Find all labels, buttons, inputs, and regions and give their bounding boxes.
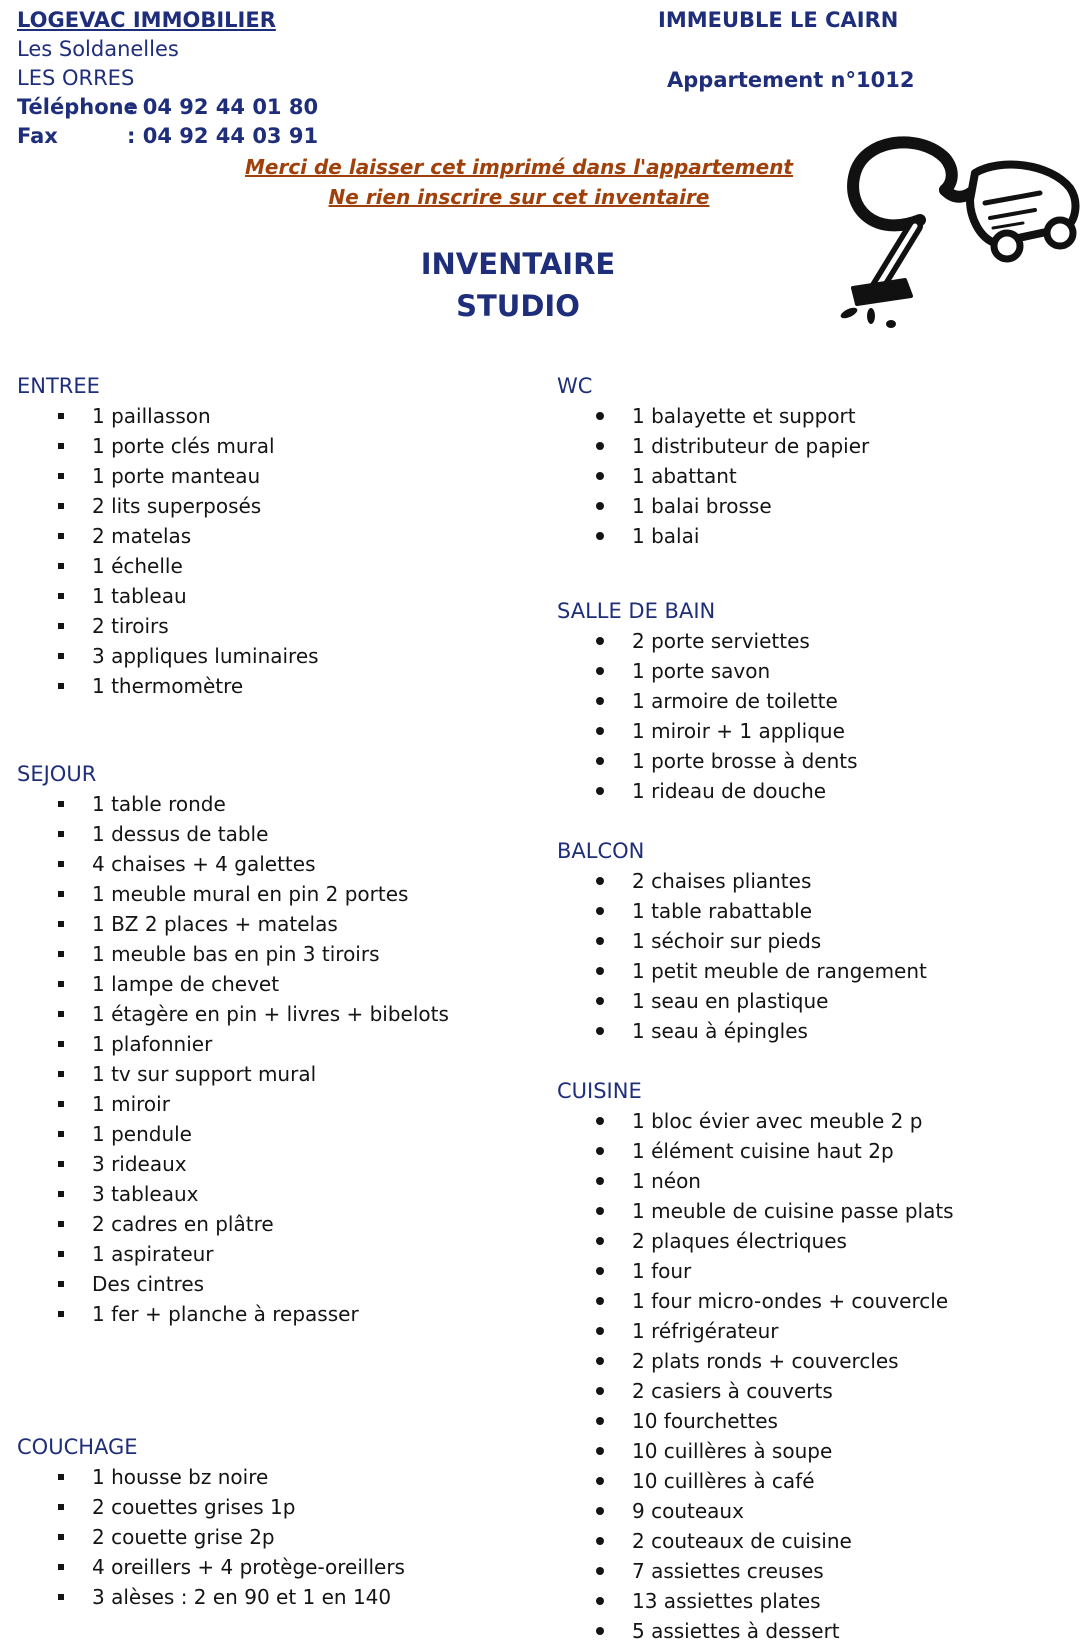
section-wc [557,371,869,551]
list-item: 1 porte savon [557,656,858,686]
section-title: BALCON [557,839,645,863]
section-entree [17,371,319,701]
section-title: SEJOUR [17,762,97,786]
address-line-2: LES ORRES [17,66,135,90]
list-item: 1 porte brosse à dents [557,746,858,776]
list-item: 1 plafonnier [17,1029,449,1059]
list-item: 2 tiroirs [17,611,319,641]
section-title: ENTREE [17,374,100,398]
item-list [17,789,449,1329]
list-item: 3 alèses : 2 en 90 et 1 en 140 [17,1582,405,1612]
item-list [557,401,869,551]
phone-value: : 04 92 44 01 80 [127,95,319,119]
list-item: 2 couette grise 2p [17,1522,405,1552]
list-item: 1 fer + planche à repasser [17,1299,449,1329]
list-item: 3 tableaux [17,1179,449,1209]
list-item: 1 pendule [17,1119,449,1149]
list-item: 1 échelle [17,551,319,581]
list-item: 1 paillasson [17,401,319,431]
list-item: 1 balai brosse [557,491,869,521]
list-item: 1 séchoir sur pieds [557,926,927,956]
list-item: 1 meuble de cuisine passe plats [557,1196,954,1226]
phone-label: Téléphone [17,95,138,119]
list-item: 1 porte manteau [17,461,319,491]
list-item: 1 table ronde [17,789,449,819]
section-cuisine [557,1076,954,1646]
apartment-number: Appartement n°1012 [667,68,915,92]
list-item: 1 four micro-ondes + couvercle [557,1286,954,1316]
list-item: 10 cuillères à soupe [557,1436,954,1466]
list-item: 13 assiettes plates [557,1586,954,1616]
section-couchage [17,1432,405,1612]
section-salle-de-bain [557,596,858,806]
list-item: 2 cadres en plâtre [17,1209,449,1239]
item-list [557,626,858,806]
list-item: 1 néon [557,1166,954,1196]
fax-label: Fax [17,124,58,148]
list-item: 1 seau à épingles [557,1016,927,1046]
list-item: 9 couteaux [557,1496,954,1526]
address-line-1: Les Soldanelles [17,37,179,61]
list-item: 1 tableau [17,581,319,611]
list-item: 2 couteaux de cuisine [557,1526,954,1556]
list-item: 1 armoire de toilette [557,686,858,716]
notice-leave-form: Merci de laisser cet imprimé dans l'appartement [244,155,793,179]
item-list [17,1462,405,1612]
list-item: 1 bloc évier avec meuble 2 p [557,1106,954,1136]
list-item: 2 lits superposés [17,491,319,521]
document-subtitle: STUDIO [456,289,580,323]
agency-name: LOGEVAC IMMOBILIER [17,8,276,32]
list-item: 1 aspirateur [17,1239,449,1269]
list-item: 1 housse bz noire [17,1462,405,1492]
list-item: 1 lampe de chevet [17,969,449,999]
list-item: 2 couettes grises 1p [17,1492,405,1522]
list-item: 1 seau en plastique [557,986,927,1016]
list-item: 7 assiettes creuses [557,1556,954,1586]
vacuum-cleaner-icon [835,128,1080,328]
list-item: 1 étagère en pin + livres + bibelots [17,999,449,1029]
list-item: 1 meuble bas en pin 3 tiroirs [17,939,449,969]
list-item: 1 balayette et support [557,401,869,431]
document-title: INVENTAIRE [420,247,616,281]
list-item: 1 élément cuisine haut 2p [557,1136,954,1166]
list-item: 1 tv sur support mural [17,1059,449,1089]
list-item: 1 rideau de douche [557,776,858,806]
list-item: 2 chaises pliantes [557,866,927,896]
list-item: 1 balai [557,521,869,551]
section-title: WC [557,374,593,398]
list-item: 2 casiers à couverts [557,1376,954,1406]
list-item: 2 porte serviettes [557,626,858,656]
section-title: SALLE DE BAIN [557,599,716,623]
list-item: 1 dessus de table [17,819,449,849]
list-item: 1 porte clés mural [17,431,319,461]
list-item: Des cintres [17,1269,449,1299]
list-item: 1 petit meuble de rangement [557,956,927,986]
list-item: 1 meuble mural en pin 2 portes [17,879,449,909]
item-list [557,1106,954,1646]
list-item: 10 fourchettes [557,1406,954,1436]
list-item: 10 cuillères à café [557,1466,954,1496]
list-item: 1 BZ 2 places + matelas [17,909,449,939]
list-item: 4 chaises + 4 galettes [17,849,449,879]
list-item: 2 matelas [17,521,319,551]
list-item: 1 four [557,1256,954,1286]
list-item: 1 miroir [17,1089,449,1119]
fax-value: : 04 92 44 03 91 [127,124,319,148]
list-item: 3 appliques luminaires [17,641,319,671]
list-item: 1 thermomètre [17,671,319,701]
section-balcon [557,836,927,1046]
list-item: 1 réfrigérateur [557,1316,954,1346]
building-name: IMMEUBLE LE CAIRN [658,8,899,32]
notice-do-not-write: Ne rien inscrire sur cet inventaire [328,185,710,209]
section-title: COUCHAGE [17,1435,138,1459]
item-list [557,866,927,1046]
list-item: 1 miroir + 1 applique [557,716,858,746]
list-item: 4 oreillers + 4 protège-oreillers [17,1552,405,1582]
list-item: 3 rideaux [17,1149,449,1179]
item-list [17,401,319,701]
list-item: 1 table rabattable [557,896,927,926]
section-sejour [17,759,449,1329]
section-title: CUISINE [557,1079,642,1103]
list-item: 2 plats ronds + couvercles [557,1346,954,1376]
list-item: 1 abattant [557,461,869,491]
list-item: 2 plaques électriques [557,1226,954,1256]
list-item: 5 assiettes à dessert [557,1616,954,1646]
list-item: 1 distributeur de papier [557,431,869,461]
